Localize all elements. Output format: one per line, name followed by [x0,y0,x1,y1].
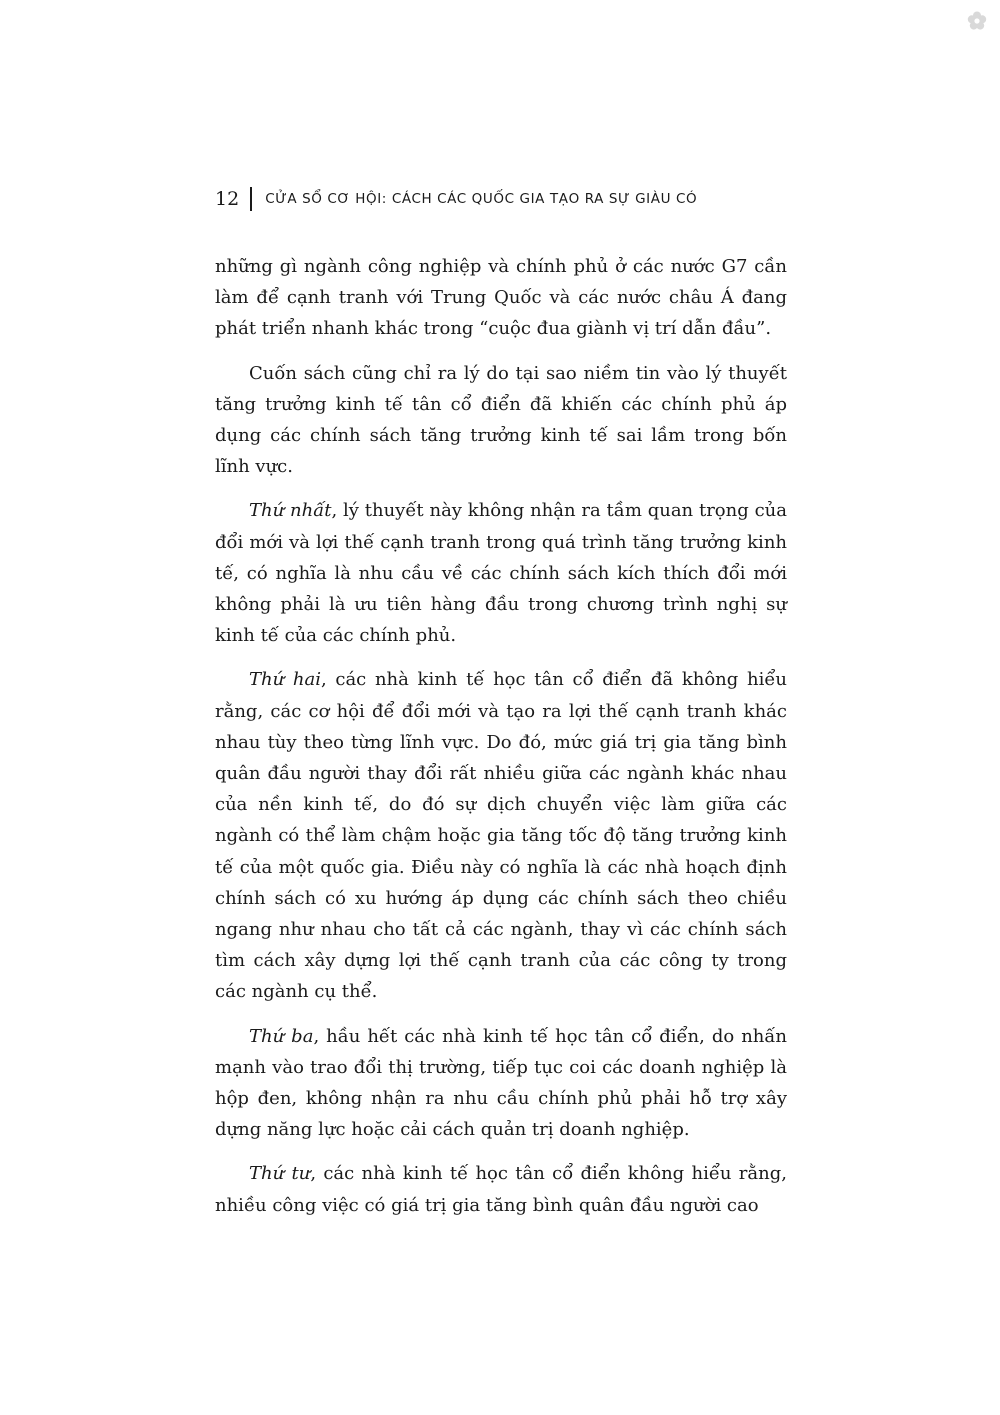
paragraph-continuation [215,251,787,345]
paragraph-lead: Thứ ba [249,1025,314,1047]
paragraph [215,495,787,651]
paragraph [215,358,787,483]
paragraph [215,1158,787,1220]
body-text [215,251,787,1234]
book-title: CỬA SỔ CƠ HỘI: CÁCH CÁC QUỐC GIA TẠO RA SỰ GIÀU CÓ [265,191,698,207]
paragraph-text: , hầu hết các nhà kinh tế học tân cổ điển, do nhấn mạnh vào trao đổi thị trường, tiếp tục coi các doanh nghiệp là hộp đen, không nhận ra nhu cầu chính phủ phải hỗ trợ xây dựng năng lực hoặc cải cách quản trị doanh nghiệp. [215,1025,788,1141]
paragraph [215,1021,787,1146]
paragraph-text: , lý thuyết này không nhận ra tầm quan trọng của đổi mới và lợi thế cạnh tranh trong quá trình tăng trưởng kinh tế, có nghĩa là nhu cầu về các chính sách kích thích đổi mới không phải là ưu tiên hàng đầu trong chương trình nghị sự kinh tế của các chính phủ. [215,500,787,647]
paragraph-text: Cuốn sách cũng chỉ ra lý do tại sao niềm tin vào lý thuyết tăng trưởng kinh tế tân cổ điển đã khiến các chính phủ áp dụng các chính sách tăng trưởng kinh tế sai lầm trong bốn lĩnh vực. [215,362,787,478]
paragraph-lead: Thứ nhất [249,500,332,522]
paragraph [215,664,787,1007]
page-number: 12 [215,188,240,210]
paragraph-text: , các nhà kinh tế học tân cổ điển không hiểu rằng, nhiều công việc có giá trị gia tăng bình quân đầu người cao [215,1163,787,1216]
paragraph-text: những gì ngành công nghiệp và chính phủ ở các nước G7 cần làm để cạnh tranh với Trung Quốc và các nước châu Á đang phát triển nhanh khác trong “cuộc đua giành vị trí dẫn đầu”. [215,256,787,340]
header-divider [250,187,252,211]
flower-icon [966,10,988,32]
running-header [215,184,697,214]
paragraph-lead: Thứ tư [249,1163,311,1185]
paragraph-text: , các nhà kinh tế học tân cổ điển đã không hiểu rằng, các cơ hội để đổi mới và tạo ra lợi thế cạnh tranh khác nhau tùy theo từng lĩnh vực. Do đó, mức giá trị gia tăng bình quân đầu người thay đổi rất nhiều giữa các ngành khác nhau của nền kinh tế, do đó sự dịch chuyển việc làm giữa các ngành có thể làm chậm hoặc gia tăng tốc độ tăng trưởng kinh tế của một quốc gia. Điều này có nghĩa là các nhà hoạch định chính sách có xu hướng áp dụng các chính sách theo chiều ngang như nhau cho tất cả các ngành, thay vì các chính sách tìm cách xây dựng lợi thế cạnh tranh của các công ty trong các ngành cụ thể. [215,669,787,1003]
paragraph-lead: Thứ hai [249,669,321,691]
